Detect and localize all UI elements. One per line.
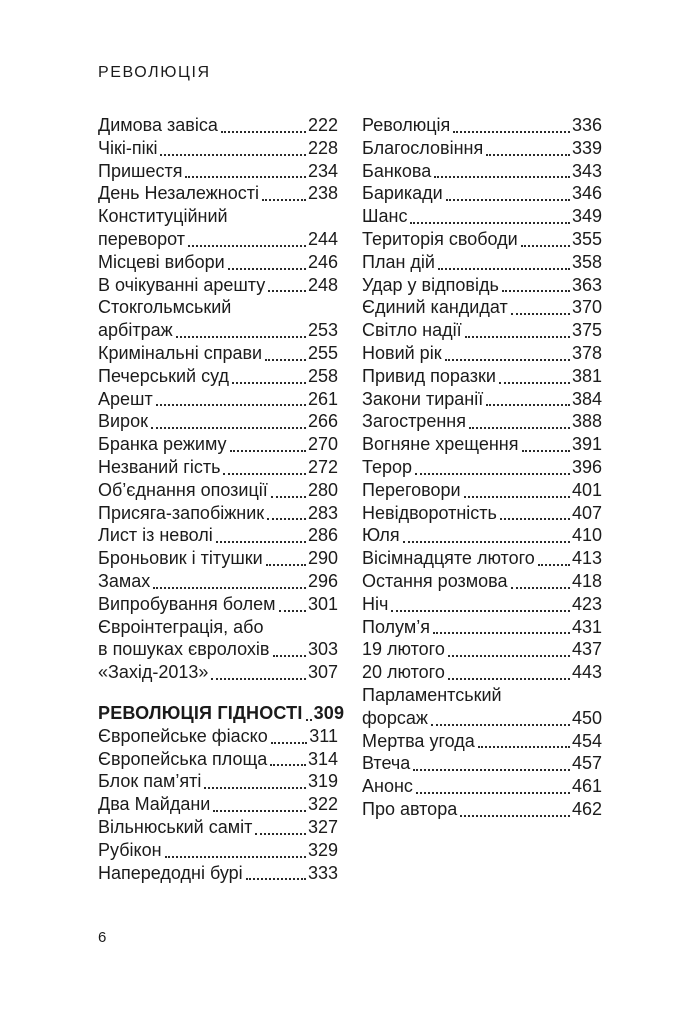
toc-entry-page: 270 <box>307 434 338 455</box>
dot-leader <box>271 496 306 498</box>
toc-entry-title: Єдиний кандидат <box>362 297 508 318</box>
toc-entry <box>362 707 602 730</box>
toc-entry <box>98 137 338 160</box>
toc-entry-page: 423 <box>571 593 602 614</box>
toc-entry <box>362 479 602 502</box>
toc-entry <box>98 228 338 251</box>
toc-entry <box>362 365 602 388</box>
dot-leader <box>486 154 570 156</box>
toc-entry-title: Арешт <box>98 388 153 409</box>
toc-entry-page: 370 <box>571 297 602 318</box>
dot-leader <box>464 496 570 498</box>
toc-entry <box>98 524 338 547</box>
dot-leader <box>522 450 570 452</box>
dot-leader <box>232 382 306 384</box>
toc-entry-title: Два Майдани <box>98 794 211 815</box>
toc-entry-title: форсаж <box>362 707 428 728</box>
dot-leader <box>230 450 306 452</box>
toc-entry-page: 375 <box>571 320 602 341</box>
toc-entry-page: 283 <box>307 502 338 523</box>
toc-entry <box>98 388 338 411</box>
toc-entry <box>98 342 338 365</box>
toc-entry <box>362 616 602 639</box>
toc-entry-page: 261 <box>307 388 338 409</box>
toc-entry-title: Парламентський <box>362 684 502 705</box>
dot-leader <box>176 336 306 338</box>
toc-entry-title: Про автора <box>362 798 458 819</box>
dot-leader <box>273 655 306 657</box>
dot-leader <box>413 769 570 771</box>
toc-entry-page: 443 <box>571 662 602 683</box>
toc-entry <box>362 775 602 798</box>
toc-entry-title: Присяга-запобіжник <box>98 502 265 523</box>
running-header: РЕВОЛЮЦІЯ <box>98 64 211 81</box>
dot-leader <box>446 199 570 201</box>
dot-leader <box>434 176 570 178</box>
toc-entry-title: Європейська площа <box>98 748 268 769</box>
dot-leader <box>204 787 306 789</box>
toc-entry-page: 407 <box>571 502 602 523</box>
toc-entry <box>362 752 602 775</box>
toc-entry-title: Невідворотність <box>362 502 497 523</box>
dot-leader <box>228 268 306 270</box>
dot-leader <box>465 336 570 338</box>
toc-entry <box>362 570 602 593</box>
dot-leader <box>453 131 570 133</box>
toc-entry-page: 248 <box>307 274 338 295</box>
toc-entry-page: 253 <box>307 320 338 341</box>
dot-leader <box>246 878 306 880</box>
toc-entry <box>98 770 338 793</box>
toc-entry-page: 246 <box>307 251 338 272</box>
toc-entry <box>362 319 602 342</box>
dot-leader <box>445 359 570 361</box>
toc-entry-page: 437 <box>571 639 602 660</box>
toc-entry <box>98 816 338 839</box>
toc-entry-title: В очікуванні арешту <box>98 274 266 295</box>
toc-entry <box>362 296 602 319</box>
toc-entry-page: 346 <box>571 183 602 204</box>
toc-entry-title: Загострення <box>362 411 466 432</box>
toc-entry-title: Удар у відповідь <box>362 274 499 295</box>
toc-entry-title: Остання розмова <box>362 570 508 591</box>
toc-entry-title: Європейське фіаско <box>98 725 268 746</box>
dot-leader <box>538 564 570 566</box>
toc-entry-title: Банкова <box>362 160 432 181</box>
toc-entry <box>362 342 602 365</box>
toc-entry-title: Чікі-пікі <box>98 137 158 158</box>
toc-column-left <box>98 114 345 884</box>
toc-entry-page: 343 <box>571 160 602 181</box>
toc-entry-page: 222 <box>307 115 338 135</box>
toc-entry-title: Територія свободи <box>362 228 518 249</box>
dot-leader <box>448 678 570 680</box>
toc-entry <box>362 730 602 753</box>
toc-entry-page: 322 <box>307 794 338 815</box>
toc-entry-title: Євроінтеграція, або <box>98 616 264 637</box>
toc-entry-page: 401 <box>571 479 602 500</box>
dot-leader <box>521 245 570 247</box>
toc-entry-page: 336 <box>571 115 602 135</box>
toc-entry <box>98 748 338 771</box>
toc-entry-page: 410 <box>571 525 602 546</box>
toc-entry-title: Барикади <box>362 183 443 204</box>
toc-entry <box>362 388 602 411</box>
dot-leader <box>151 427 306 429</box>
dot-leader <box>486 404 570 406</box>
dot-leader <box>265 359 306 361</box>
dot-leader <box>460 815 570 817</box>
toc-entry <box>362 661 602 684</box>
toc-entry <box>98 410 338 433</box>
toc-entry-title: Вирок <box>98 411 148 432</box>
toc-entry-title: Революція <box>362 115 451 135</box>
dot-leader <box>431 724 570 726</box>
dot-leader <box>416 792 570 794</box>
dot-leader <box>415 473 570 475</box>
toc-entry-title: арбітраж <box>98 320 173 341</box>
toc-entry <box>362 228 602 251</box>
toc-entry-title: Вільнюський саміт <box>98 816 253 837</box>
dot-leader <box>165 856 306 858</box>
dot-leader <box>478 746 570 748</box>
dot-leader <box>213 810 306 812</box>
toc-entry <box>362 638 602 661</box>
dot-leader <box>502 290 570 292</box>
toc-entry-title: Бранка режиму <box>98 434 227 455</box>
toc-entry-page: 327 <box>307 816 338 837</box>
toc-entry-page: 286 <box>307 525 338 546</box>
toc-entry <box>98 502 338 525</box>
toc-entry-title: Випробування болем <box>98 593 276 614</box>
toc-entry-page: 266 <box>307 411 338 432</box>
page-number: 6 <box>98 929 107 946</box>
toc-entry-page: 381 <box>571 365 602 386</box>
dot-leader <box>216 541 306 543</box>
toc-entry <box>98 725 338 748</box>
toc-entry-title: Пришестя <box>98 160 183 181</box>
toc-entry-page: 413 <box>571 548 602 569</box>
toc-entry-page: 450 <box>571 707 602 728</box>
dot-leader <box>262 199 306 201</box>
toc-entry <box>362 274 602 297</box>
toc-entry-title: Конституційний <box>98 206 228 227</box>
dot-leader <box>268 290 306 292</box>
toc-entry <box>98 862 338 885</box>
toc-entry-title: Благословіння <box>362 137 484 158</box>
toc-entry-page: 301 <box>307 593 338 614</box>
toc-entry-page: 280 <box>307 479 338 500</box>
toc-entry-page: 378 <box>571 342 602 363</box>
toc-entry-title: Печерський суд <box>98 365 230 386</box>
dot-leader <box>500 518 570 520</box>
toc-entry-title: Ніч <box>362 593 389 614</box>
toc-entry-page: 255 <box>307 342 338 363</box>
toc-entry-title: в пошуках євролохів <box>98 639 270 660</box>
toc-entry-title: Димова завіса <box>98 115 218 135</box>
toc-entry-title: 20 лютого <box>362 662 445 683</box>
dot-leader <box>271 742 308 744</box>
toc-entry-title: 19 лютого <box>362 639 445 660</box>
toc-entry <box>362 684 602 707</box>
toc-entry <box>362 547 602 570</box>
toc-entry <box>362 433 602 456</box>
toc-entry <box>98 479 338 502</box>
dot-leader <box>221 131 306 133</box>
toc-entry-page: 339 <box>571 137 602 158</box>
dot-leader <box>153 587 306 589</box>
dot-leader <box>211 678 306 680</box>
toc-entry-page: 333 <box>307 862 338 883</box>
toc-entry-title: Мертва угода <box>362 730 475 751</box>
toc-entry-page: 303 <box>307 639 338 660</box>
toc-entry-page: 454 <box>571 730 602 751</box>
toc-entry-title: Об’єднання опозиції <box>98 479 268 500</box>
toc-entry-title: РЕВОЛЮЦІЯ ГІДНОСТІ <box>98 702 303 723</box>
toc-entry <box>98 365 338 388</box>
toc-entry-title: Анонс <box>362 776 413 797</box>
dot-leader <box>433 632 570 634</box>
toc-entry-title: Кримінальні справи <box>98 342 263 363</box>
toc-entry-title: Закони тиранії <box>362 388 484 409</box>
toc-entry <box>362 114 602 137</box>
toc-entry <box>98 456 338 479</box>
dot-leader <box>266 564 306 566</box>
toc-entry-title: Блок пам’яті <box>98 771 202 792</box>
dot-leader <box>160 154 305 156</box>
toc-entry-page: 363 <box>571 274 602 295</box>
toc-entry-title: Юля <box>362 525 400 546</box>
dot-leader <box>156 404 306 406</box>
dot-leader <box>391 610 570 612</box>
toc-entry-page: 272 <box>307 456 338 477</box>
toc-section-gap <box>98 684 338 702</box>
toc-entry-title: Броньовик і тітушки <box>98 548 263 569</box>
toc-entry-title: «Захід-2013» <box>98 662 209 683</box>
toc-entry <box>362 251 602 274</box>
toc-entry-title: Вісімнадцяте лютого <box>362 548 535 569</box>
toc-entry <box>98 661 338 684</box>
toc-entry <box>98 616 338 639</box>
toc-entry <box>98 251 338 274</box>
toc-entry <box>98 319 338 342</box>
dot-leader <box>270 764 306 766</box>
dot-leader <box>279 610 306 612</box>
toc-entry-title: Світло надії <box>362 320 462 341</box>
toc-entry-page: 258 <box>307 365 338 386</box>
toc-entry-title: Замах <box>98 570 151 591</box>
toc-entry-title: Вогняне хрещення <box>362 434 519 455</box>
toc-entry-page: 396 <box>571 456 602 477</box>
toc-entry-page: 358 <box>571 251 602 272</box>
toc-entry-title: Рубікон <box>98 839 162 860</box>
toc-entry-page: 457 <box>571 753 602 774</box>
dot-leader <box>438 268 570 270</box>
toc-entry <box>98 182 338 205</box>
toc-entry-title: Втеча <box>362 753 411 774</box>
toc-entry <box>362 205 602 228</box>
dot-leader <box>255 833 306 835</box>
toc-section-heading <box>98 702 345 725</box>
toc-entry-title: Новий рік <box>362 342 442 363</box>
dot-leader <box>306 719 312 721</box>
toc-entry <box>98 793 338 816</box>
toc-entry <box>98 570 338 593</box>
toc-entry-page: 314 <box>307 748 338 769</box>
toc-entry-page: 228 <box>307 137 338 158</box>
toc-entry-title: Напередодні бурі <box>98 862 243 883</box>
toc-entry-page: 461 <box>571 776 602 797</box>
dot-leader <box>469 427 570 429</box>
toc-entry <box>98 638 338 661</box>
toc-entry <box>362 182 602 205</box>
toc-entry-page: 418 <box>571 570 602 591</box>
toc-entry <box>362 524 602 547</box>
toc-entry <box>362 137 602 160</box>
toc-entry-title: Полум’я <box>362 616 430 637</box>
toc-entry-title: Незваний гість <box>98 456 221 477</box>
dot-leader <box>511 587 570 589</box>
toc-entry <box>98 593 338 616</box>
dot-leader <box>223 473 305 475</box>
dot-leader <box>267 518 306 520</box>
toc-entry-page: 384 <box>571 388 602 409</box>
dot-leader <box>188 245 306 247</box>
toc-entry-page: 238 <box>307 183 338 204</box>
toc-entry <box>98 114 338 137</box>
toc-entry-page: 349 <box>571 206 602 227</box>
toc-entry-page: 355 <box>571 228 602 249</box>
toc-entry-page: 462 <box>571 798 602 819</box>
dot-leader <box>403 541 570 543</box>
toc-entry-title: Шанс <box>362 206 408 227</box>
toc-entry-page: 290 <box>307 548 338 569</box>
toc-entry-title: Переговори <box>362 479 461 500</box>
toc-entry-title: План дій <box>362 251 435 272</box>
dot-leader <box>511 313 570 315</box>
toc-entry-page: 311 <box>309 725 338 746</box>
toc-entry <box>362 798 602 821</box>
toc-entry-page: 391 <box>571 434 602 455</box>
toc-entry <box>362 410 602 433</box>
toc-entry <box>98 433 338 456</box>
toc-entry-title: Стокгольмський <box>98 297 232 318</box>
toc-entry-title: День Незалежності <box>98 183 259 204</box>
toc-entry <box>362 502 602 525</box>
toc-columns <box>98 114 602 884</box>
dot-leader <box>448 655 570 657</box>
toc-entry-title: Лист із неволі <box>98 525 213 546</box>
dot-leader <box>410 222 570 224</box>
toc-entry-page: 234 <box>307 160 338 181</box>
toc-entry <box>98 205 338 228</box>
toc-entry <box>98 274 338 297</box>
toc-entry <box>362 160 602 183</box>
toc-entry-page: 309 <box>313 702 345 723</box>
toc-entry <box>98 160 338 183</box>
toc-entry-title: Місцеві вибори <box>98 251 225 272</box>
toc-entry-title: Терор <box>362 456 413 477</box>
dot-leader <box>185 176 306 178</box>
toc-entry <box>98 839 338 862</box>
toc-entry <box>362 593 602 616</box>
toc-entry-page: 329 <box>307 839 338 860</box>
toc-column-right <box>362 114 602 884</box>
toc-entry-title: Привид поразки <box>362 365 496 386</box>
toc-entry-title: переворот <box>98 228 186 249</box>
toc-entry-page: 307 <box>307 662 338 683</box>
toc-entry-page: 296 <box>307 570 338 591</box>
toc-entry <box>362 456 602 479</box>
toc-entry-page: 319 <box>307 771 338 792</box>
dot-leader <box>499 382 570 384</box>
toc-entry-page: 431 <box>571 616 602 637</box>
toc-entry <box>98 296 338 319</box>
toc-entry <box>98 547 338 570</box>
toc-entry-page: 244 <box>307 228 338 249</box>
toc-entry-page: 388 <box>571 411 602 432</box>
